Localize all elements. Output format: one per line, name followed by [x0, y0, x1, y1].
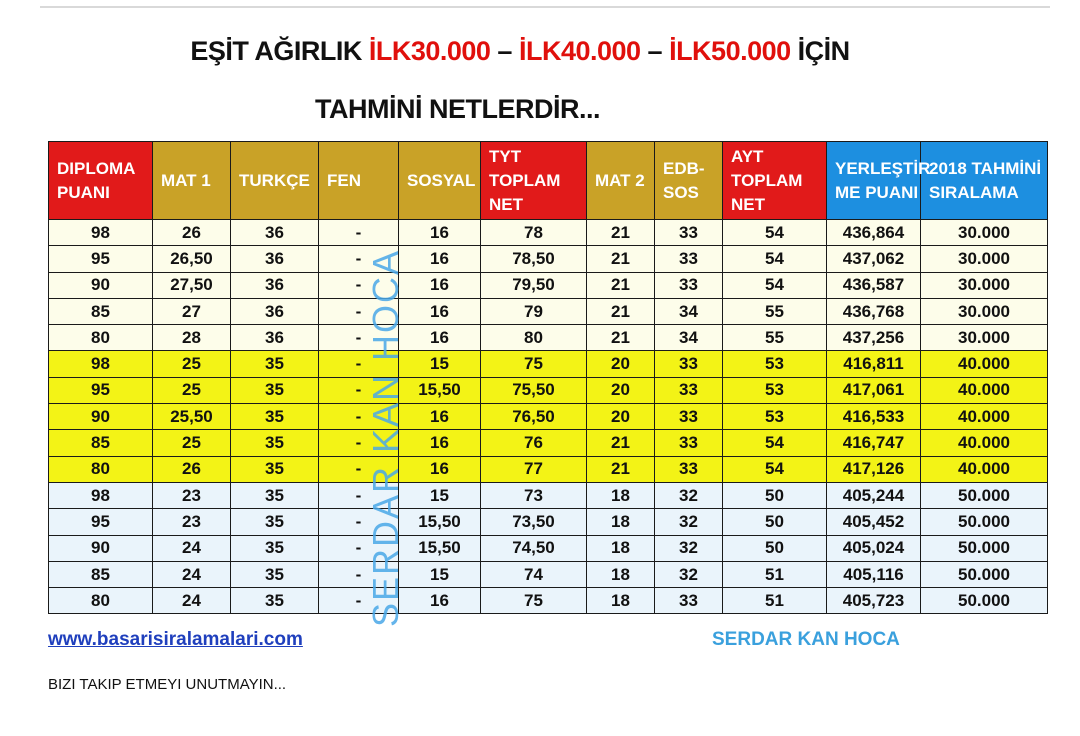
table-cell: 36 — [231, 272, 319, 298]
table-cell: 35 — [231, 588, 319, 614]
table-cell: 34 — [655, 298, 723, 324]
table-cell: 30.000 — [921, 220, 1048, 246]
table-cell: 436,587 — [827, 272, 921, 298]
table-cell: 28 — [153, 325, 231, 351]
table-cell: 25 — [153, 351, 231, 377]
table-row — [49, 246, 1048, 272]
table-cell: 50 — [723, 535, 827, 561]
table-cell: 79,50 — [481, 272, 587, 298]
header-ayt-toplam-net: AYT TOPLAM NET — [723, 142, 827, 220]
table-cell: 416,533 — [827, 404, 921, 430]
table-cell: - — [319, 377, 399, 403]
table-cell: 80 — [49, 588, 153, 614]
table-cell: 75 — [481, 588, 587, 614]
table-cell: 33 — [655, 430, 723, 456]
table-cell: 15 — [399, 482, 481, 508]
table-cell: 75 — [481, 351, 587, 377]
table-row — [49, 377, 1048, 403]
table-cell: 35 — [231, 509, 319, 535]
table-cell: 50.000 — [921, 588, 1048, 614]
title-ilk30: İLK30.000 — [368, 36, 491, 66]
table-cell: 18 — [587, 561, 655, 587]
table-cell: 16 — [399, 404, 481, 430]
table-cell: 80 — [49, 456, 153, 482]
header-sosyal: SOSYAL — [399, 142, 481, 220]
table-row — [49, 351, 1048, 377]
table-cell: 15,50 — [399, 377, 481, 403]
net-estimates-table — [48, 141, 1048, 614]
table-cell: 417,126 — [827, 456, 921, 482]
page-title — [0, 36, 1040, 67]
table-cell: 74 — [481, 561, 587, 587]
table-cell: 35 — [231, 456, 319, 482]
table-cell: - — [319, 482, 399, 508]
table-cell: 36 — [231, 220, 319, 246]
table-cell: 40.000 — [921, 377, 1048, 403]
table-cell: 416,747 — [827, 430, 921, 456]
table-cell: 30.000 — [921, 272, 1048, 298]
table-cell: 405,024 — [827, 535, 921, 561]
table-row — [49, 561, 1048, 587]
table-row — [49, 535, 1048, 561]
table-cell: 27 — [153, 298, 231, 324]
table-cell: 95 — [49, 377, 153, 403]
header-tahmini-siralama: 2018 TAHMİNİ SIRALAMA — [921, 142, 1048, 220]
table-cell: 24 — [153, 561, 231, 587]
table-cell: 34 — [655, 325, 723, 351]
table-cell: 85 — [49, 561, 153, 587]
table-cell: 98 — [49, 351, 153, 377]
header-edb-sos: EDB-SOS — [655, 142, 723, 220]
table-cell: - — [319, 404, 399, 430]
table-cell: 23 — [153, 482, 231, 508]
page-subtitle: TAHMİNİ NETLERDİR... — [315, 94, 600, 124]
table-cell: 33 — [655, 220, 723, 246]
table-cell: 405,116 — [827, 561, 921, 587]
table-cell: 16 — [399, 430, 481, 456]
table-cell: 405,452 — [827, 509, 921, 535]
signature-text: SERDAR KAN HOCA — [712, 629, 900, 650]
table-cell: - — [319, 325, 399, 351]
table-cell: 18 — [587, 588, 655, 614]
table-cell: 16 — [399, 456, 481, 482]
table-cell: 437,256 — [827, 325, 921, 351]
table-cell: 27,50 — [153, 272, 231, 298]
website-link[interactable]: www.basarisiralamalari.com — [48, 629, 303, 650]
table-cell: 16 — [399, 325, 481, 351]
table-cell: 80 — [481, 325, 587, 351]
title-sep1: – — [490, 36, 519, 66]
table-cell: 33 — [655, 272, 723, 298]
follow-reminder: BIZI TAKIP ETMEYI UNUTMAYIN... — [48, 676, 287, 693]
table-cell: 16 — [399, 246, 481, 272]
table-cell: 90 — [49, 535, 153, 561]
table-cell: 21 — [587, 456, 655, 482]
table-cell: 20 — [587, 404, 655, 430]
header-row — [49, 142, 1048, 220]
table-cell: 95 — [49, 509, 153, 535]
table-cell: 55 — [723, 298, 827, 324]
table-cell: 30.000 — [921, 325, 1048, 351]
table-cell: 35 — [231, 430, 319, 456]
table-cell: 50 — [723, 482, 827, 508]
table-cell: 90 — [49, 404, 153, 430]
watermark-text: SERDAR KAN HOCA — [365, 248, 406, 628]
table-cell: - — [319, 509, 399, 535]
table-cell: 35 — [231, 482, 319, 508]
table-body — [49, 220, 1048, 614]
table-cell: - — [319, 220, 399, 246]
table-cell: 50 — [723, 509, 827, 535]
table-cell: 21 — [587, 298, 655, 324]
table-cell: 54 — [723, 220, 827, 246]
title-sep2: – — [640, 36, 670, 66]
table-cell: 417,061 — [827, 377, 921, 403]
table-cell: 40.000 — [921, 404, 1048, 430]
table-cell: 40.000 — [921, 456, 1048, 482]
table-cell: 15 — [399, 351, 481, 377]
table-cell: 24 — [153, 535, 231, 561]
table-cell: 18 — [587, 482, 655, 508]
table-cell: 40.000 — [921, 351, 1048, 377]
table-cell: 50.000 — [921, 509, 1048, 535]
header-tyt-toplam-net: TYT TOPLAM NET — [481, 142, 587, 220]
table-cell: 35 — [231, 404, 319, 430]
table-cell: 35 — [231, 351, 319, 377]
table-cell: 30.000 — [921, 246, 1048, 272]
table-cell: 16 — [399, 588, 481, 614]
table-cell: 85 — [49, 430, 153, 456]
header-mat1: MAT 1 — [153, 142, 231, 220]
table-cell: 33 — [655, 377, 723, 403]
table-cell: 76,50 — [481, 404, 587, 430]
table-row — [49, 482, 1048, 508]
table-row — [49, 588, 1048, 614]
table-row — [49, 509, 1048, 535]
table-row — [49, 404, 1048, 430]
table-cell: 33 — [655, 588, 723, 614]
table-cell: 16 — [399, 220, 481, 246]
table-cell: 21 — [587, 272, 655, 298]
table-row — [49, 456, 1048, 482]
table-cell: 30.000 — [921, 298, 1048, 324]
title-part1: EŞİT AĞIRLIK — [190, 36, 369, 66]
title-ilk50: İLK50.000 — [669, 36, 791, 66]
table-cell: 16 — [399, 272, 481, 298]
table-cell: 32 — [655, 482, 723, 508]
table-cell: 436,864 — [827, 220, 921, 246]
table-cell: 18 — [587, 509, 655, 535]
table-cell: 20 — [587, 351, 655, 377]
table-cell: 78,50 — [481, 246, 587, 272]
table-cell: 436,768 — [827, 298, 921, 324]
table-cell: 80 — [49, 325, 153, 351]
table-cell: 405,723 — [827, 588, 921, 614]
table-cell: 416,811 — [827, 351, 921, 377]
header-fen: FEN — [319, 142, 399, 220]
table-cell: 33 — [655, 404, 723, 430]
table-cell: 76 — [481, 430, 587, 456]
table-cell: 73,50 — [481, 509, 587, 535]
table-cell: 53 — [723, 351, 827, 377]
table-cell: 78 — [481, 220, 587, 246]
table-cell: 54 — [723, 456, 827, 482]
table-cell: - — [319, 351, 399, 377]
table-cell: 23 — [153, 509, 231, 535]
table-cell: 24 — [153, 588, 231, 614]
table-row — [49, 430, 1048, 456]
table-cell: 54 — [723, 272, 827, 298]
table-cell: 35 — [231, 377, 319, 403]
table-cell: 15,50 — [399, 509, 481, 535]
table-cell: 36 — [231, 246, 319, 272]
table-cell: - — [319, 561, 399, 587]
header-yerlestirme-puani: YERLEŞTİR ME PUANI — [827, 142, 921, 220]
table-cell: 50.000 — [921, 482, 1048, 508]
table-cell: 15,50 — [399, 535, 481, 561]
table-cell: 54 — [723, 430, 827, 456]
table-cell: 18 — [587, 535, 655, 561]
table-cell: 40.000 — [921, 430, 1048, 456]
table-cell: 32 — [655, 561, 723, 587]
table-row — [49, 325, 1048, 351]
table-cell: 25 — [153, 430, 231, 456]
table-cell: 437,062 — [827, 246, 921, 272]
table-cell: 26 — [153, 220, 231, 246]
table-cell: 21 — [587, 246, 655, 272]
table-cell: 73 — [481, 482, 587, 508]
table-cell: 36 — [231, 298, 319, 324]
table-cell: 36 — [231, 325, 319, 351]
table-cell: - — [319, 298, 399, 324]
table-cell: 16 — [399, 298, 481, 324]
table-cell: 35 — [231, 561, 319, 587]
header-diploma-puani: DIPLOMA PUANI — [49, 142, 153, 220]
table-cell: 50.000 — [921, 535, 1048, 561]
table-cell: 98 — [49, 482, 153, 508]
table-cell: 21 — [587, 325, 655, 351]
table-cell: 33 — [655, 351, 723, 377]
table-cell: 21 — [587, 430, 655, 456]
title-part2: İÇİN — [790, 36, 850, 66]
table-cell: 26,50 — [153, 246, 231, 272]
table-cell: 95 — [49, 246, 153, 272]
table-cell: 50.000 — [921, 561, 1048, 587]
table-row — [49, 220, 1048, 246]
table-cell: 77 — [481, 456, 587, 482]
table-cell: 405,244 — [827, 482, 921, 508]
table-cell: 54 — [723, 246, 827, 272]
table-cell: 25,50 — [153, 404, 231, 430]
table-cell: 15 — [399, 561, 481, 587]
table-cell: 53 — [723, 377, 827, 403]
table-row — [49, 298, 1048, 324]
table-cell: 51 — [723, 561, 827, 587]
table-cell: 74,50 — [481, 535, 587, 561]
table-cell: 85 — [49, 298, 153, 324]
table-cell: 35 — [231, 535, 319, 561]
table-cell: - — [319, 246, 399, 272]
header-turkce: TURKÇE — [231, 142, 319, 220]
table-cell: 53 — [723, 404, 827, 430]
table-cell: 32 — [655, 535, 723, 561]
table-cell: 32 — [655, 509, 723, 535]
table-cell: 79 — [481, 298, 587, 324]
table-cell: 55 — [723, 325, 827, 351]
table-cell: - — [319, 456, 399, 482]
table-row — [49, 272, 1048, 298]
table-cell: - — [319, 535, 399, 561]
table-cell: 21 — [587, 220, 655, 246]
table-cell: - — [319, 588, 399, 614]
table-cell: 33 — [655, 456, 723, 482]
table-cell: 90 — [49, 272, 153, 298]
table-cell: 26 — [153, 456, 231, 482]
title-ilk40: İLK40.000 — [518, 36, 641, 66]
table-cell: - — [319, 272, 399, 298]
top-divider — [40, 6, 1050, 8]
header-mat2: MAT 2 — [587, 142, 655, 220]
table-cell: 20 — [587, 377, 655, 403]
table-cell: 33 — [655, 246, 723, 272]
table-cell: 75,50 — [481, 377, 587, 403]
table-cell: 98 — [49, 220, 153, 246]
table-cell: 51 — [723, 588, 827, 614]
table-cell: 25 — [153, 377, 231, 403]
table-cell: - — [319, 430, 399, 456]
